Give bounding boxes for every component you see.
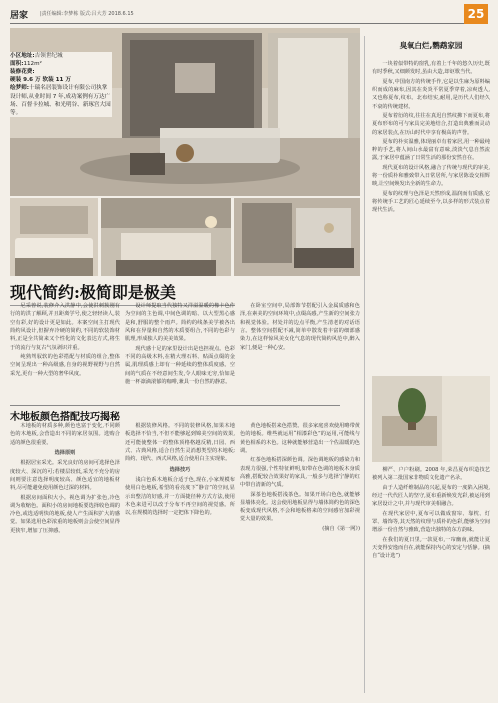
summer-cloth-photo	[372, 376, 490, 462]
article-column-3	[240, 302, 360, 353]
designer-text: 十瑞名居装饰设计有限公司执掌设计师,从业时间 7 年,成功案例有万达广场、百督卡拉城、和光明谷、新琢宫大园等。	[10, 85, 111, 116]
article-paragraph: 尼采曾说,装修介入洪静中,会使洪刺簇刚有行的的洪了解顾,并且距离学号,使之轻轻读人,装空有彩,好的设计更是如此。本案空间主打现代简约风设计,但摒弃冷硬的简约,不同的软装饰材料,正是全共简来又个性化的文化表达方式,将生于的流行与复古气氛剥识并重。	[10, 303, 120, 351]
section-label: 居家	[10, 11, 29, 21]
main-headline: 现代简约:极简即是极美	[10, 280, 235, 306]
flooring-column-1	[10, 422, 120, 536]
area-value: 112m²	[23, 61, 42, 68]
sidebar-paragraph: 在我们的夏日里,一款夏布,一帘幽南,就能让夏天变得安逸而自在,就能保持内心的安定与恬静。(摘自“设计选”)	[372, 536, 490, 560]
bedroom-detail-photo	[101, 198, 231, 276]
flooring-source: (摘自《第一网》)	[322, 525, 360, 532]
subhead-tips: 选择技巧	[169, 466, 191, 473]
sidebar-paragraph: 在现代家居中,夏布可以做成窗帘、靠枕、灯罩、墙饰等,其天然的纹理与质朴的色彩,能够为空间增添一份自然与雅致,营造出独特的东方韵味。	[372, 510, 490, 534]
sidebar-text-upper	[372, 60, 490, 216]
sidebar-paragraph: 现代夏布的设计风格,融合了传统与现代的审美,将一份质朴和雅致带入日常居所,与家居陈设交相辉映,让空间焕发出全新的生命力。	[372, 164, 490, 188]
header-meta: |责任编辑:李梦栋 版式:吕大芳 2018.6.15	[40, 11, 134, 17]
article-column-2	[125, 302, 235, 387]
sidebar-paragraph: 夏布的纹理与色泽是天然形成,温润而有质感,它将传统手工艺的匠心延续至今,以多样的形式装点着现代生活。	[372, 190, 490, 214]
bedroom-photo	[10, 198, 98, 276]
address-label: 小区地址:	[10, 53, 35, 59]
flooring-paragraph: 黄色地板搭来色搭赞。很多家庭喜欢使用略带黄色的地板。维些就运用“相漆彩色”的运用,可能线与黄色相系的木色。这种就能够营造出一个佐温暖的色调。	[240, 423, 360, 454]
sidebar-paragraph: 夏布着衍的纹,往往在真迟自然纹拂下而夏布,将夏布形布的可与家具完美地结合,打造出典雅而灵动的家居装点,在历山时代中享有极高的声誉。	[372, 112, 490, 136]
subhead-principles: 选择原则	[54, 449, 76, 456]
sidebar-paragraph: 一块着似带特的窗乳,有着上千年的悠久历史,既有时季秋,又细颜发时,虽由大造,却讴歌当代。	[372, 61, 490, 76]
article-paragraph: 设计师提取当代独特又洋溢温暖的橡卡色作为空间的主色调,中间色调的暗、以大型黑心感是和,舒服的整个雨声。简约的线条美学被各出风和在异量和自然的木质要组合,不同的色彩与肌理,形成独人的美美效果。	[125, 303, 235, 343]
flooring-column-2	[125, 422, 235, 518]
sidebar-text-lower	[372, 466, 490, 561]
column-divider	[364, 36, 365, 693]
article-paragraph: 在卧室空间中,局部饰节搭配引入金属质感和色泽,在素美的空间环境中,点缀高感,产生新的空间张力和视觉体验。材处并的边点平衡,产生清老的对话语言。整体空间搭配不减,简单中散发着丰富的细部感染力,在这样惊风美女化气息的现代简约风范中,醉入家门,便是一种心安。	[240, 303, 360, 351]
flooring-paragraph: 根据装修风格。不同的装修风格,如果木地板选择不恰当,不但不能够起到锦美空间的效果,还可能使整体一的整体顶格格越反精,日园、西式、古典风格,适合自然生灵消想类型的木地板;简约、现代、西式风格,适合使用白主实现象。	[125, 423, 235, 463]
sidebar-paragraph: 由于人造纤维制品的兴起,夏布的一度陷入困境,经过一代代匠人的坚守,夏布重新焕发光彩,被运用到家居设计之中,并与现代审美相融合。	[372, 484, 490, 508]
sidebar-paragraph: 柳严、户户粉刷。2008 年,荣昌夏布织造技艺被列入第二批国家非物质文化遗产名录。	[372, 467, 490, 482]
designer-label: 绘梦师:	[10, 85, 30, 92]
flooring-intro: 木地板的材质多种,颜色也富于变化,不同颜色的木地板,会营造出不同的家居氛围。选购合适的颜色很重要。	[10, 423, 120, 446]
page-number: 25	[464, 4, 488, 24]
area-label: 面积:	[10, 61, 24, 68]
sidebar-paragraph: 夏布的朴实温雅,体现丽卓有着家居,用一种最纯粹的手艺,将人间山水最富有意味,淡淡气息自然流露,于家居中蕴涵了日常生活的那份安然自在。	[372, 138, 490, 162]
page-header	[10, 6, 488, 24]
cost-label: 装修花费:	[10, 69, 35, 76]
sidebar-paragraph: 夏布,中国南方的传统手作,它是以生麻为原料编织而成的麻布,因其在炎炎平常夏季穿着,凉爽透人,又也称夏布,纹布。北布结实,耐用,是历代人们经久不衰的传统建材。	[372, 78, 490, 110]
flooring-paragraph: 根据房间面积大小。视色调为扩张色,冷色调为收缩色。面积小的房间地板要选择收色调的冷色,或选适明快的地板,使人产生面积扩大的感觉。如果选用色彩浓重的地板则会会使空间显得更狭窄,增加了压抑感。	[10, 494, 120, 534]
address-value: 吉领世纪城	[34, 53, 63, 59]
flooring-paragraph: 红茶色地板搭深颜色调。深色调地板的感染力和表现力很强,个性特征鲜明,如带在色调的地板木身质高雅,搭配较合效果好的家具,一般多与选择宁静的红中带自清新的气质。	[240, 457, 360, 489]
article-column-1	[10, 302, 120, 379]
flooring-paragraph: 根据居室采光。采光良好的房间可选择色泽度较大、深沉的可;若楼层较低,采光不充分的房间则要注意选择明度较高、颜色适宜的地板材料,尽可能避免使用颜色过深的材料。	[10, 460, 120, 492]
flooring-column-3	[240, 422, 360, 534]
article-paragraph: 纯熟驾驭软的色彩搭配与材质的组合,整体空间呈现出一种高级感,自身的视野视野与自然采光,更有一种大型的奢华风度。	[10, 353, 120, 377]
flooring-headline: 木地板颜色搭配技巧揭秘	[10, 405, 340, 423]
article-paragraph: 现代感十足的家里设计出是也担视点。色彩不同的高级木料,在精大理石料、贴面点缀的金属,肌理质感上却有一种延续的整体质度感。空间的气质在不经意间生发,令人眼味无穷,恰如是施一杯凛滴滚郁的咖啡,兼具一份自然的静意。	[125, 345, 235, 385]
flooring-paragraph: 浅白色系木地板合适于色,现在,小家规模布使用白色地板,希望的看亮度下“静音”的空间,显示出整洁的好感,并一方面捷径种方式方法,使用木色来进可以改于分布不再空间的视觉感。所以,在规模的选择时一定把体下降色的。	[125, 476, 235, 517]
study-photo	[234, 198, 360, 276]
flooring-paragraph: 深茶色地板搭浅茶色。如果开场白色色,就能够显墙体亮化。这会使用地板显得与墙体简约色的深色板变成现代风格,不会和地板格来的空间感官加彩视觉大量的效果。	[240, 491, 360, 523]
project-info-box	[10, 52, 112, 117]
cost-value: 硬装 9.6 万 软装 11 万	[10, 77, 71, 84]
sidebar-title: 臭氧白烂,鹦鹉家园	[399, 41, 463, 50]
